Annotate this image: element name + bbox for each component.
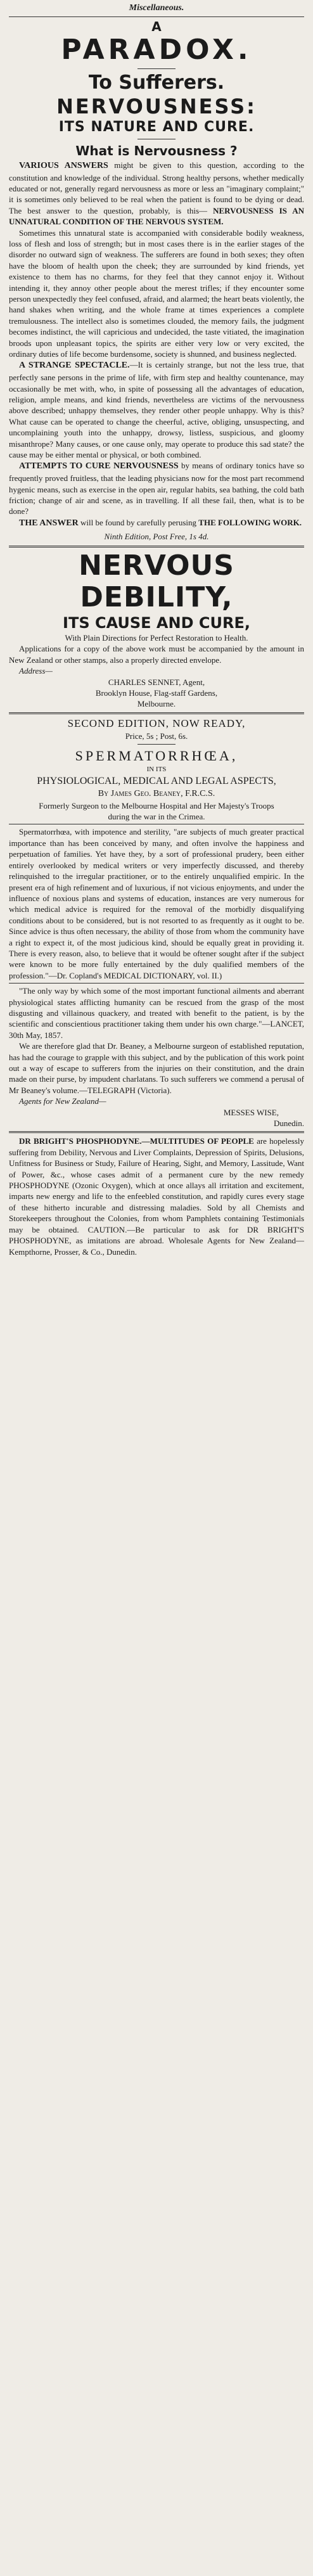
divider [9, 16, 304, 17]
phosphodyne-paragraph: DR BRIGHT'S PHOSPHODYNE.—MULTITUDES OF PEOPLE are hopelessly suffering from Debility, Nervous and Liver Complaints, Depression of Spirits, Delusions, Unfitness for Business or Study, Failure of Hearing, Sight, and Memory, Lassitude, Want of Power, &c., whose cases admit of a permanent cure by the new remedy PHOSPHODYNE (Ozonic Oxygen), which at once allays all irritation and excitement, imparts new energy and life to the enfeebled constitution, and rapidly cures every stage of these hitherto incurable and distressing maladies. Sold by all Chemists and Storekeepers throughout the Colonies, from whom Pamphlets containing Testimonials may be obtained. CAUTION.—Be particular to ask for DR BRIGHT'S PHOSPHODYNE, as imitations are abroad. Wholesale Agents for New Zealand—Kempthorne, Prosser, & Co., Dunedin. [9, 1136, 305, 1257]
paragraph-symptoms: Sometimes this unnatural state is accompanied with considerable bodily weakness, loss of flesh and loss of strength; but in most cases there is in the earlier stages of the disorder no outward sign of weakness. The sufferers are found in both sexes; they often have the bloom of health upon the cheek; they are surrounded by kind friends, yet existence to them has no charms, for they feel that they cannot enjoy it. Without intending it, they annoy other people about the merest trifles; if they encounter some person unexpectedly they feel confused, afraid, and alarmed; the heart beats violently, the hand shakes when writing, and the whole frame at times experiences a complete tremulousness. The intellect also is sometimes clouded, the memory fails, the judgment becomes indistinct, the will capricious and undecided, the taste vitiated, the imagination broods upon unpleasant topics, the spirits are either very low or very excited, the ordinary duties of life become burdensome, society is shunned, and business neglected. [9, 227, 304, 359]
lead-text: THE ANSWER [19, 518, 79, 528]
lead-text: VARIOUS ANSWERS [19, 160, 108, 170]
agent-wise: MESSES WISE, [223, 1107, 279, 1117]
paragraph-telegraph: We are therefore glad that Dr. Beaney, a Melbourne surgeon of established reputation, has had the courage to grapple with this subject, and by the publication of this work point out a way of escape to sufferers from the injuries on their constitution, and the drain made on their purse, by impudent charlatans. To such sufferers we commend a perusal of Mr Beaney's volume.—TELEGRAPH (Victoria). [9, 1041, 304, 1095]
lead-text: MULTITUDES OF PEOPLE [150, 1136, 254, 1146]
credentials-line: Formerly Surgeon to the Melbourne Hospital and Her Majesty's Troops during the war in the Crimea. [39, 800, 274, 822]
bold-text: NERVOUSNESS IS AN UNNATURAL CONDITION OF THE NERVOUS SYSTEM. [9, 205, 305, 227]
nature-cure-heading: ITS NATURE AND CURE. [58, 119, 255, 135]
divider [137, 744, 176, 745]
debility-tagline: With Plain Directions for Perfect Restoration to Health. [65, 632, 248, 643]
in-its-line: IN ITS [146, 766, 167, 774]
book-title: SPERMATORRHŒA, [75, 748, 238, 764]
advertisement-column [9, 0, 304, 1257]
agent-wise-city: Dunedin. [273, 1118, 304, 1129]
agent-street: Brooklyn House, Flag-staff Gardens, [95, 688, 218, 698]
lead-text: ATTEMPTS TO CURE NERVOUSNESS [19, 461, 179, 471]
what-is-heading: What is Nervousness ? [75, 143, 238, 158]
phosphodyne-advert [9, 1136, 304, 1257]
paragraph-strange-spectacle: A STRANGE SPECTACLE.—It is certainly strange, but not the less true, that perfectly sane persons in the prime of life, with firm step and healthy countenance, may occasionally be met with, who, in spite of possessing all the advantages of education, religion, ample means, and kind friends, nevertheless are victims of the nervousness above described; unhappy themselves, they render other people unhappy. Why is this? What cause can be operated to change the cheerful, active, obliging, unsuspecting, and uncomplaining youth into the unhappy, drowsy, listless, suspicious, and gloomy misanthrope? Many causes, or one cause only, may operate to produce this sad state? the cause may be either mental or physical, or both combined. [9, 360, 304, 459]
debility-subtitle: ITS CAUSE AND CURE, [63, 613, 250, 632]
price-line: Price, 5s ; Post, 6s. [125, 731, 188, 741]
section-header: Miscellaneous. [129, 3, 184, 13]
divider [9, 546, 304, 548]
paradox-advert [9, 19, 304, 543]
spermatorrhoea-advert [9, 717, 304, 1129]
debility-body: Applications for a copy of the above work must be accompanied by the amount in New Zealand or other stamps, also a properly directed envelope. [9, 644, 304, 665]
paragraph-answer: THE ANSWER will be found by carefully perusing THE FOLLOWING WORK. [19, 517, 302, 528]
nervousness-heading: NERVOUSNESS: [56, 94, 257, 119]
paragraph-attempts: ATTEMPTS TO CURE NERVOUSNESS by means of ordinary tonics have so frequently proved fruitless, that the leading physicians now for the most part recommend hygenic means, such as exercise in the open air, regular habits, sea bathing, the cold bath friction; change of air and scene, as in travelling. If all these fail, then, what is to be done? [9, 461, 304, 516]
edition-line: Ninth Edition, Post Free, 1s 4d. [104, 531, 209, 541]
to-sufferers-heading: To Sufferers. [88, 71, 225, 94]
divider [9, 712, 304, 714]
debility-title: NERVOUS DEBILITY, [79, 549, 234, 613]
agent-name: CHARLES SENNET, Agent, [108, 677, 205, 687]
paradox-a: A [151, 18, 162, 34]
agents-label: Agents for New Zealand— [19, 1096, 106, 1106]
paragraph-copland: Spermatorrhœa, with impotence and sterility, "are subjects of much greater practical importance than has been conceived by many, and often involve the happiness and perpetuation of families. Yet have they, by a sort of professional prudery, been either entirely overlooked by medical writers or very imperfectly discussed, and thereby relinquished to the irregular practitioner, or to the entirely unqualified empiric. In the present era of high refinement and of luxurious, if not vicious enjoyments, and under the influence of noxious plans and systems of education, instances are very numerous for which medical advice is required for the removal of the morbidly disqualifying conditions about to be considered, but is not resorted to as frequently as it ought to be. Since advice is thus often necessary, the ability of those from whom the community have a right to expect it, of the most judicious kind, should be equally great in providing it. There is every reason, also, to believe that it would be oftener sought after if the subject were known to be more fully entertained by the duly qualified members of the profession."—Dr. Copland's MEDICAL DICTIONARY, vol. II.) [9, 827, 304, 980]
lead-text: DR BRIGHT'S PHOSPHODYNE.— [19, 1136, 150, 1146]
divider [137, 68, 176, 69]
author-line: By James Geo. Beaney, F.R.C.S. [98, 788, 215, 798]
address-label: Address— [19, 666, 53, 676]
lead-text: A STRANGE SPECTACLE. [19, 361, 130, 371]
agent-city: Melbourne. [137, 699, 176, 709]
bold-text: THE FOLLOWING WORK. [198, 517, 302, 527]
nervous-debility-advert [9, 550, 304, 710]
paragraph-various-answers: VARIOUS ANSWERS might be given to this question, according to the constitution and knowledge of the individual. Strong healthy persons, whether medically educated or not, generally regard nervousness as more or less an "imaginary complaint;" it is sometimes only believed to be real when the patient is found to be dying or dead. The best answer to the question, probably, is this— NERVOUSNESS IS AN UNNATURAL CONDITION OF THE NERVOUS SYSTEM. [9, 160, 305, 227]
divider [9, 1131, 304, 1133]
second-edition-line: SECOND EDITION, NOW READY, [67, 717, 246, 729]
divider [9, 983, 304, 984]
aspects-line: PHYSIOLOGICAL, MEDICAL AND LEGAL ASPECTS, [37, 775, 276, 786]
paradox-title: PARADOX. [61, 33, 252, 66]
paragraph-lancet: "The only way by which some of the most important functional ailments and aberrant physiological states afflicting humanity can be rescued from the grasp of the most disgusting and villainous quackery, and treated with benefit to the patient, is by the scientific and conscientious practitioner taking them under his own charge."—LANCET, 30th May, 1857. [9, 986, 304, 1040]
